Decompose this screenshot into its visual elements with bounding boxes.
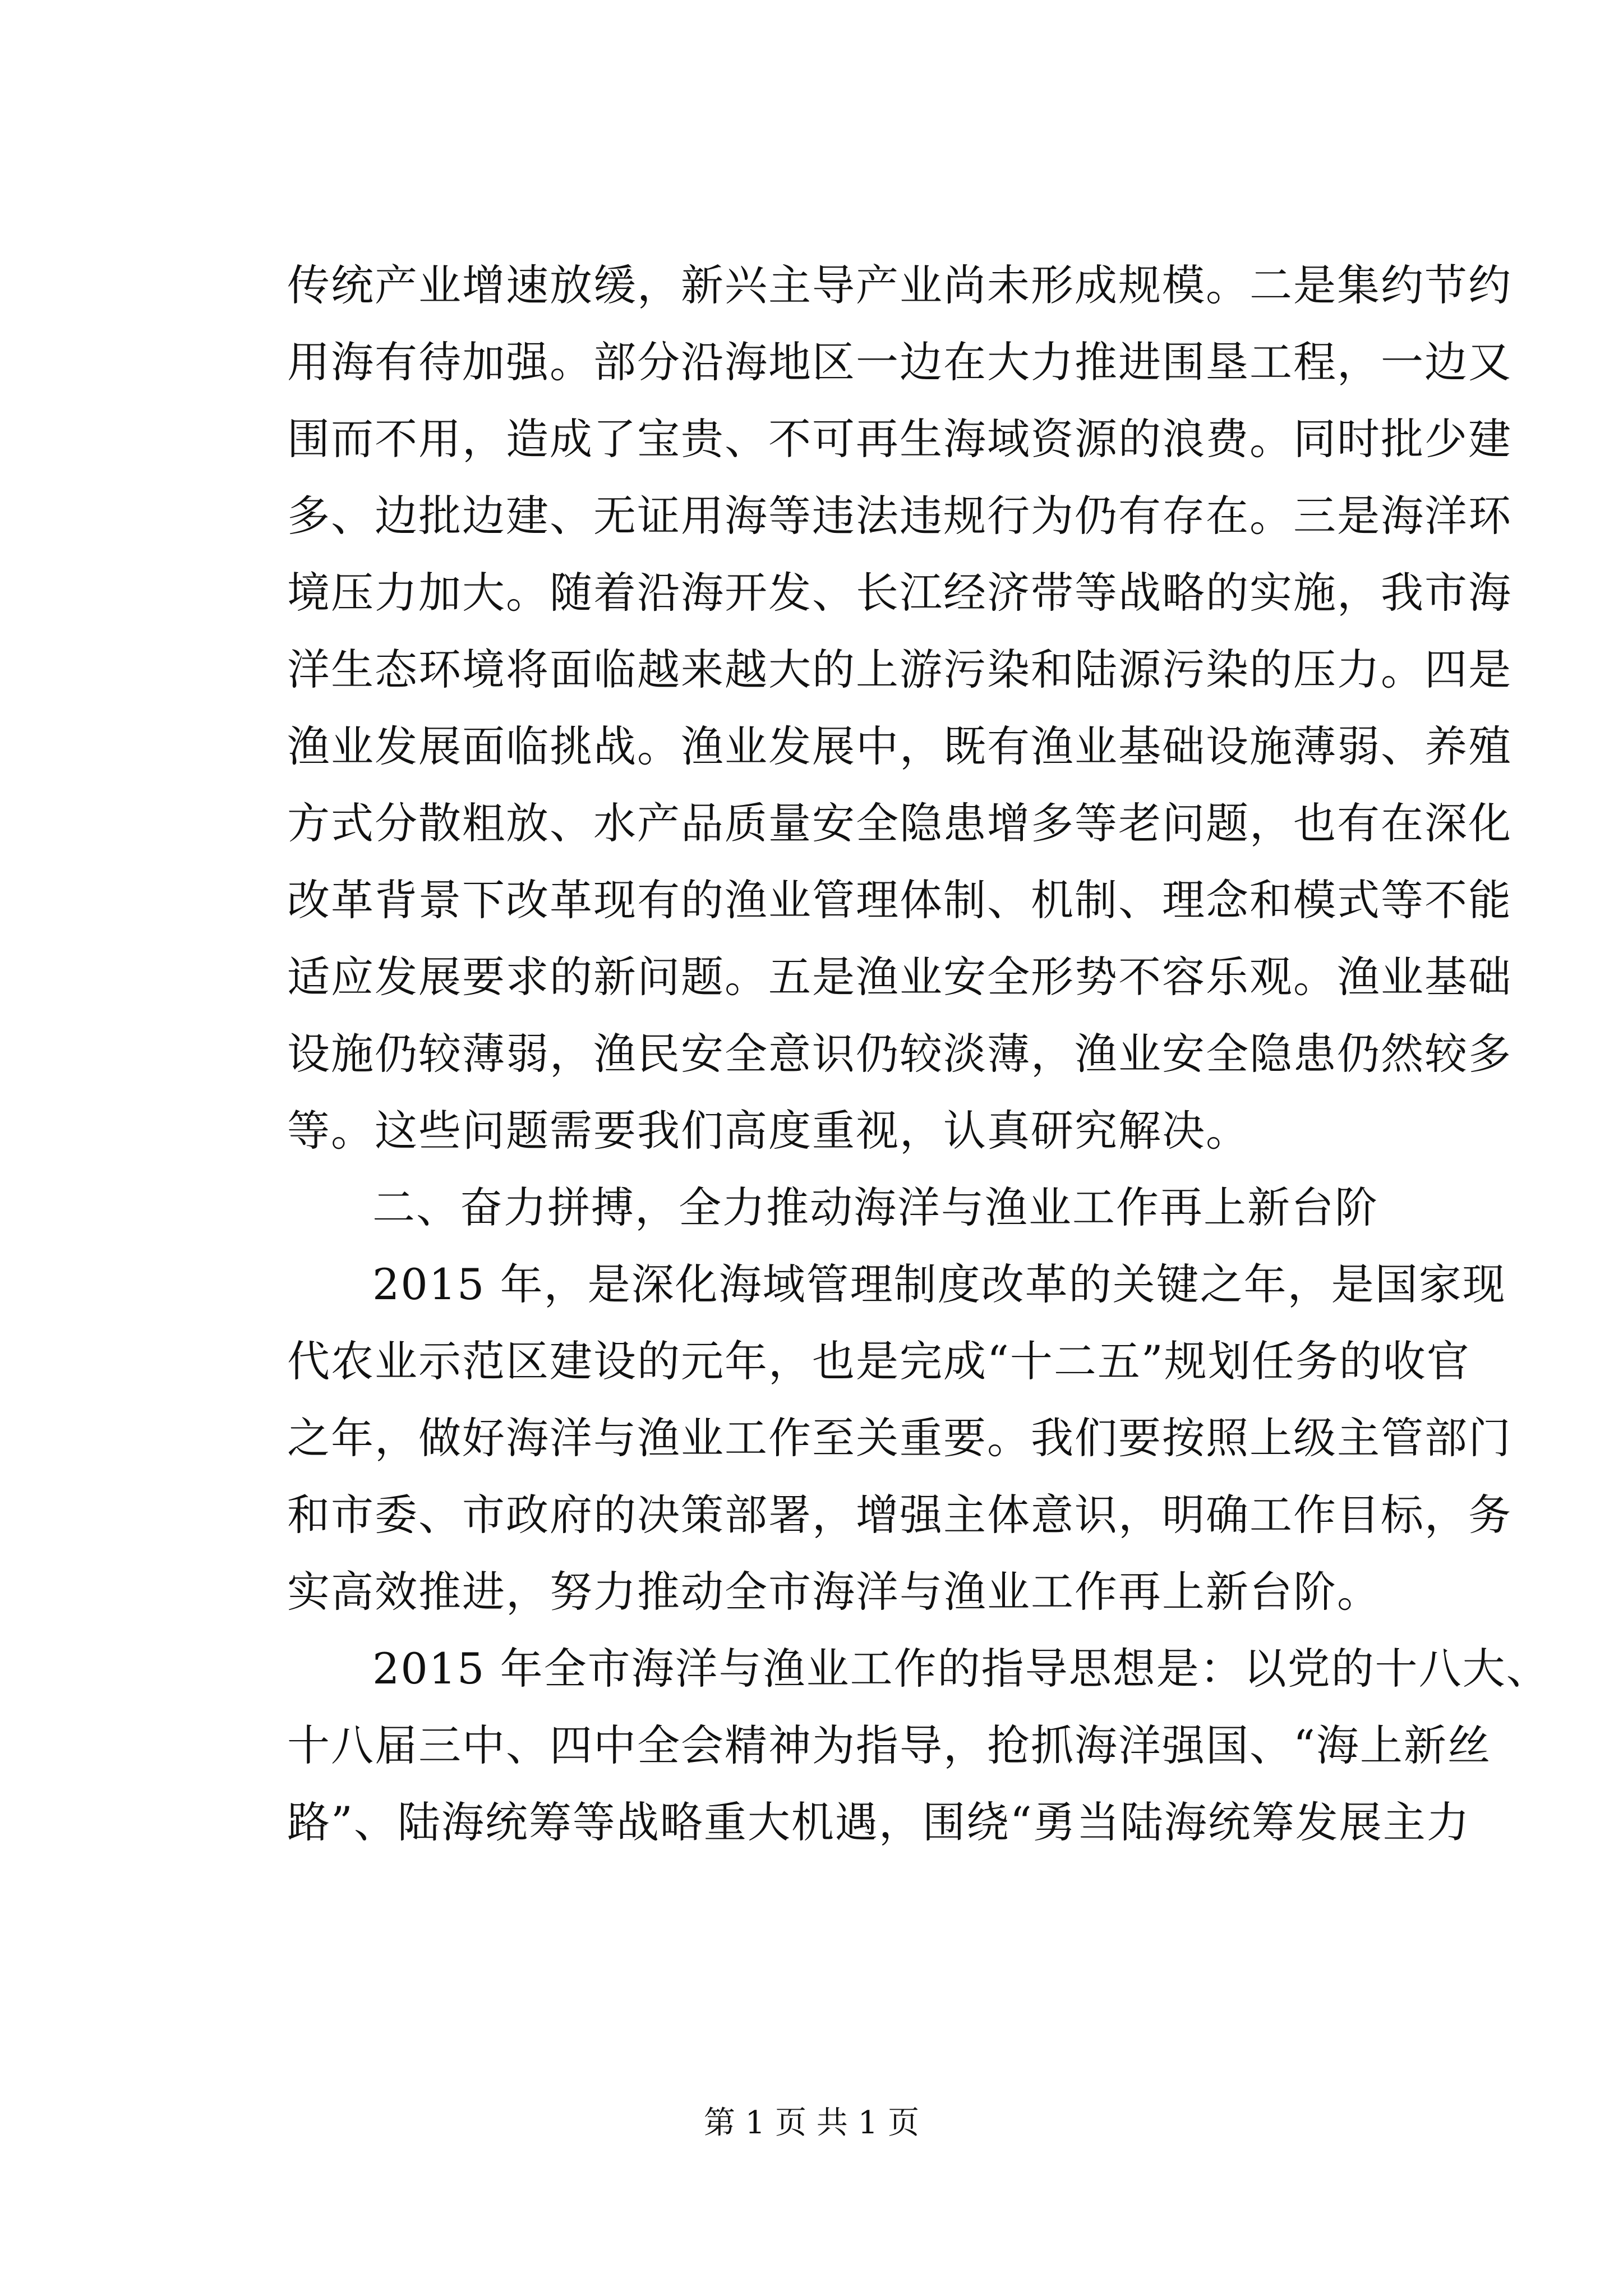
- page-number: 第 1 页 共 1 页: [703, 2105, 920, 2141]
- text-line: 境压力加大。随着沿海开发、长江经济带等战略的实施，我市海: [287, 568, 1512, 618]
- text-line: 适应发展要求的新问题。五是渔业安全形势不容乐观。渔业基础: [287, 952, 1512, 1002]
- text-line: 用海有待加强。部分沿海地区一边在大力推进围垦工程，一边又: [287, 337, 1512, 387]
- section-heading: 二、奋力拼搏，全力推动海洋与渔业工作再上新台阶: [372, 1182, 1378, 1232]
- text-line: 渔业发展面临挑战。渔业发展中，既有渔业基础设施薄弱、养殖: [287, 721, 1512, 771]
- text-line: 改革背景下改革现有的渔业管理体制、机制、理念和模式等不能: [287, 875, 1512, 925]
- text-line: 等。这些问题需要我们高度重视，认真研究解决。: [287, 1106, 1249, 1156]
- text-line: 围而不用，造成了宝贵、不可再生海域资源的浪费。同时批少建: [287, 414, 1512, 464]
- text-line: 2015 年全市海洋与渔业工作的指导思想是：以党的十八大、: [372, 1644, 1550, 1694]
- text-line: 路”、陆海统筹等战略重大机遇，围绕“勇当陆海统筹发展主力: [287, 1797, 1470, 1847]
- text-line: 和市委、市政府的决策部署，增强主体意识，明确工作目标，务: [287, 1490, 1512, 1540]
- text-line: 实高效推进，努力推动全市海洋与渔业工作再上新台阶。: [287, 1567, 1381, 1617]
- text-line: 洋生态环境将面临越来越大的上游污染和陆源污染的压力。四是: [287, 645, 1512, 694]
- text-line: 传统产业增速放缓，新兴主导产业尚未形成规模。二是集约节约: [287, 260, 1512, 310]
- text-line: 设施仍较薄弱，渔民安全意识仍较淡薄，渔业安全隐患仍然较多: [287, 1029, 1512, 1079]
- text-line: 2015 年，是深化海域管理制度改革的关键之年，是国家现: [372, 1259, 1506, 1309]
- text-line: 代农业示范区建设的元年，也是完成“十二五”规划任务的收官: [287, 1336, 1470, 1386]
- text-line: 多、边批边建、无证用海等违法违规行为仍有存在。三是海洋环: [287, 491, 1512, 541]
- text-line: 十八届三中、四中全会精神为指导，抢抓海洋强国、“海上新丝: [287, 1720, 1491, 1770]
- page-footer: [0, 2101, 1623, 2146]
- text-line: 方式分散粗放、水产品质量安全隐患增多等老问题，也有在深化: [287, 798, 1512, 848]
- text-line: 之年，做好海洋与渔业工作至关重要。我们要按照上级主管部门: [287, 1413, 1512, 1463]
- document-body: [287, 247, 1550, 1861]
